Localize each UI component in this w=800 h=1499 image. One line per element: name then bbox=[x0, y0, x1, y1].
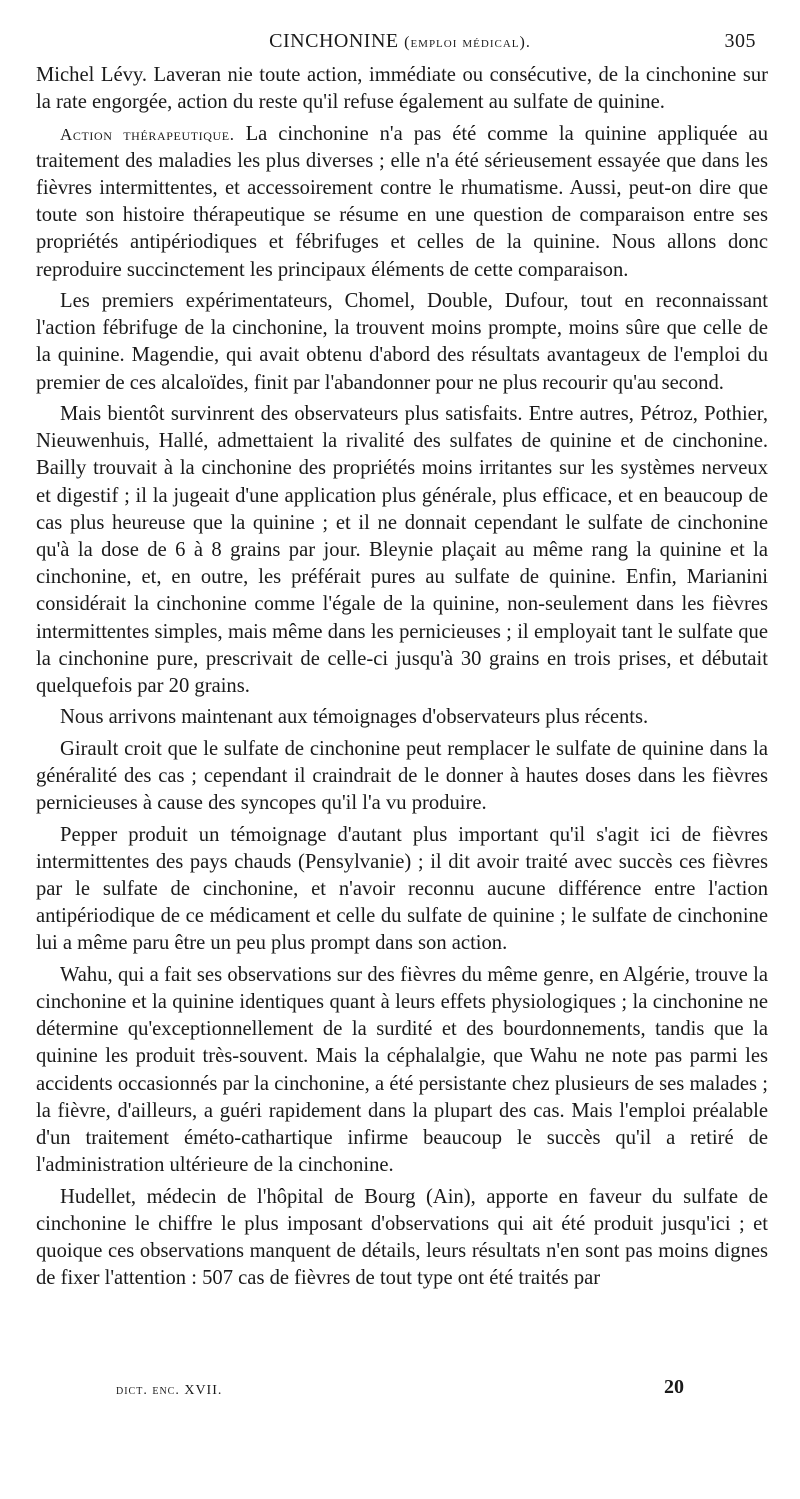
paragraph-2 bbox=[36, 121, 768, 284]
running-head bbox=[36, 30, 764, 60]
page-footer bbox=[36, 1378, 764, 1406]
body-text bbox=[36, 62, 768, 1297]
paragraph-1: Michel Lévy. Laveran nie toute action, immédiate ou consécutive, de la cinchonine sur la rate engorgée, action du reste qu'il refuse également au sulfate de quinine. bbox=[36, 64, 768, 114]
paragraph-9: Hudellet, médecin de l'hôpital de Bourg (Ain), apporte en faveur du sulfate de cinchonine le chiffre le plus imposant d'observations qui ait été produit jusqu'ici ; et quoique ces observations manquent de détails, leurs résultats n'en sont pas moins dignes de fixer l'attention : 507 cas de fièvres de tout type ont été traités par bbox=[36, 1185, 768, 1290]
paragraph-4: Mais bientôt survinrent des observateurs plus satisfaits. Entre autres, Pétroz, Pothier, Nieuwenhuis, Hallé, admettaient la rivalité des sulfates de quinine et de cinchonine. Bailly trouvait à la cinchonine des propriétés moins irritantes sur les systèmes nerveux et digestif ; il la jugeait d'une application plus générale, plus efficace, et en beaucoup de cas plus heureuse que la quinine ; et il ne donnait cependant le sulfate de cinchonine qu'à la dose de 6 à 8 grains par jour. Bleynie plaçait au même rang la quinine et la cinchonine, et, en outre, les préférait pures au sulfate de quinine. Enfin, Marianini considérait la cinchonine comme l'égale de la quinine, non-seulement dans les fièvres intermittentes simples, mais même dans les pernicieuses ; il employait tant le sulfate que la cinchonine pure, prescrivait de celle-ci jusqu'à 30 grains en trois prises, et débutait quelquefois par 20 grains. bbox=[36, 403, 768, 698]
signature-text: dict. enc. XVII. bbox=[116, 1383, 223, 1398]
paragraph-2-text: La cinchonine n'a pas été comme la quinine appliquée au traitement des maladies les plus diverses ; elle n'a été sérieusement essayée que dans les fièvres intermittentes, et accessoirement contre le rhumatisme. Aussi, peut-on dire que toute son histoire thérapeutique se résume en une question de comparaison entre ses propriétés antipériodiques et fébrifuges et celles de la quinine. Nous allons donc reproduire succinctement les principaux éléments de cette comparaison. bbox=[36, 122, 768, 281]
paragraph-7: Pepper produit un témoignage d'autant plus important qu'il s'agit ici de fièvres intermittentes des pays chauds (Pensylvanie) ; il dit avoir traité avec succès ces fièvres par le sulfate de cinchonine, et n'avoir reconnu aucune différence entre l'action antipériodique de ce médicament et celle du sulfate de quinine ; le sulfate de cinchonine lui a même paru être un peu plus prompt dans son action. bbox=[36, 823, 768, 955]
running-title-sub: (emploi médical). bbox=[404, 34, 531, 51]
running-title bbox=[36, 30, 764, 53]
paragraph-5: Nous arrivons maintenant aux témoignages d'observateurs plus récents. bbox=[60, 706, 649, 729]
signature-mark bbox=[116, 1378, 222, 1399]
paragraph-6: Girault croit que le sulfate de cinchonine peut remplacer le sulfate de quinine dans la généralité des cas ; cependant il craindrait de le donner à hautes doses dans les fièvres pernicieuses à cause des syncopes qu'il l'a vu produire. bbox=[36, 737, 768, 815]
section-heading: Action thérapeutique. bbox=[60, 124, 235, 144]
running-title-main: CINCHONINE bbox=[269, 30, 399, 52]
paragraph-3: Les premiers expérimentateurs, Chomel, Double, Dufour, tout en reconnaissant l'action fébrifuge de la cinchonine, la trouvent moins prompte, moins sûre que celle de la quinine. Magendie, qui avait obtenu d'abord des résultats avantageux de l'emploi du premier de ces alcaloïdes, finit par l'abandonner pour ne plus recourir qu'au second. bbox=[36, 290, 768, 394]
signature-number: 20 bbox=[664, 1376, 684, 1398]
paragraph-8: Wahu, qui a fait ses observations sur des fièvres du même genre, en Algérie, trouve la cinchonine et la quinine identiques quant à leurs effets physiologiques ; la cinchonine ne détermine qu'exceptionnellement de la surdité et des bourdonnements, tandis que la quinine les produit très-souvent. Mais la céphalalgie, que Wahu ne note pas parmi les accidents occasionnés par la cinchonine, a été persistante chez plusieurs de ses malades ; la fièvre, d'ailleurs, a guéri rapidement dans la plupart des cas. Mais l'emploi préalable d'un traitement éméto-cathartique infirme beaucoup le succès qu'il a retiré de l'administration ultérieure de la cinchonine. bbox=[36, 963, 768, 1177]
page-number: 305 bbox=[724, 30, 756, 52]
